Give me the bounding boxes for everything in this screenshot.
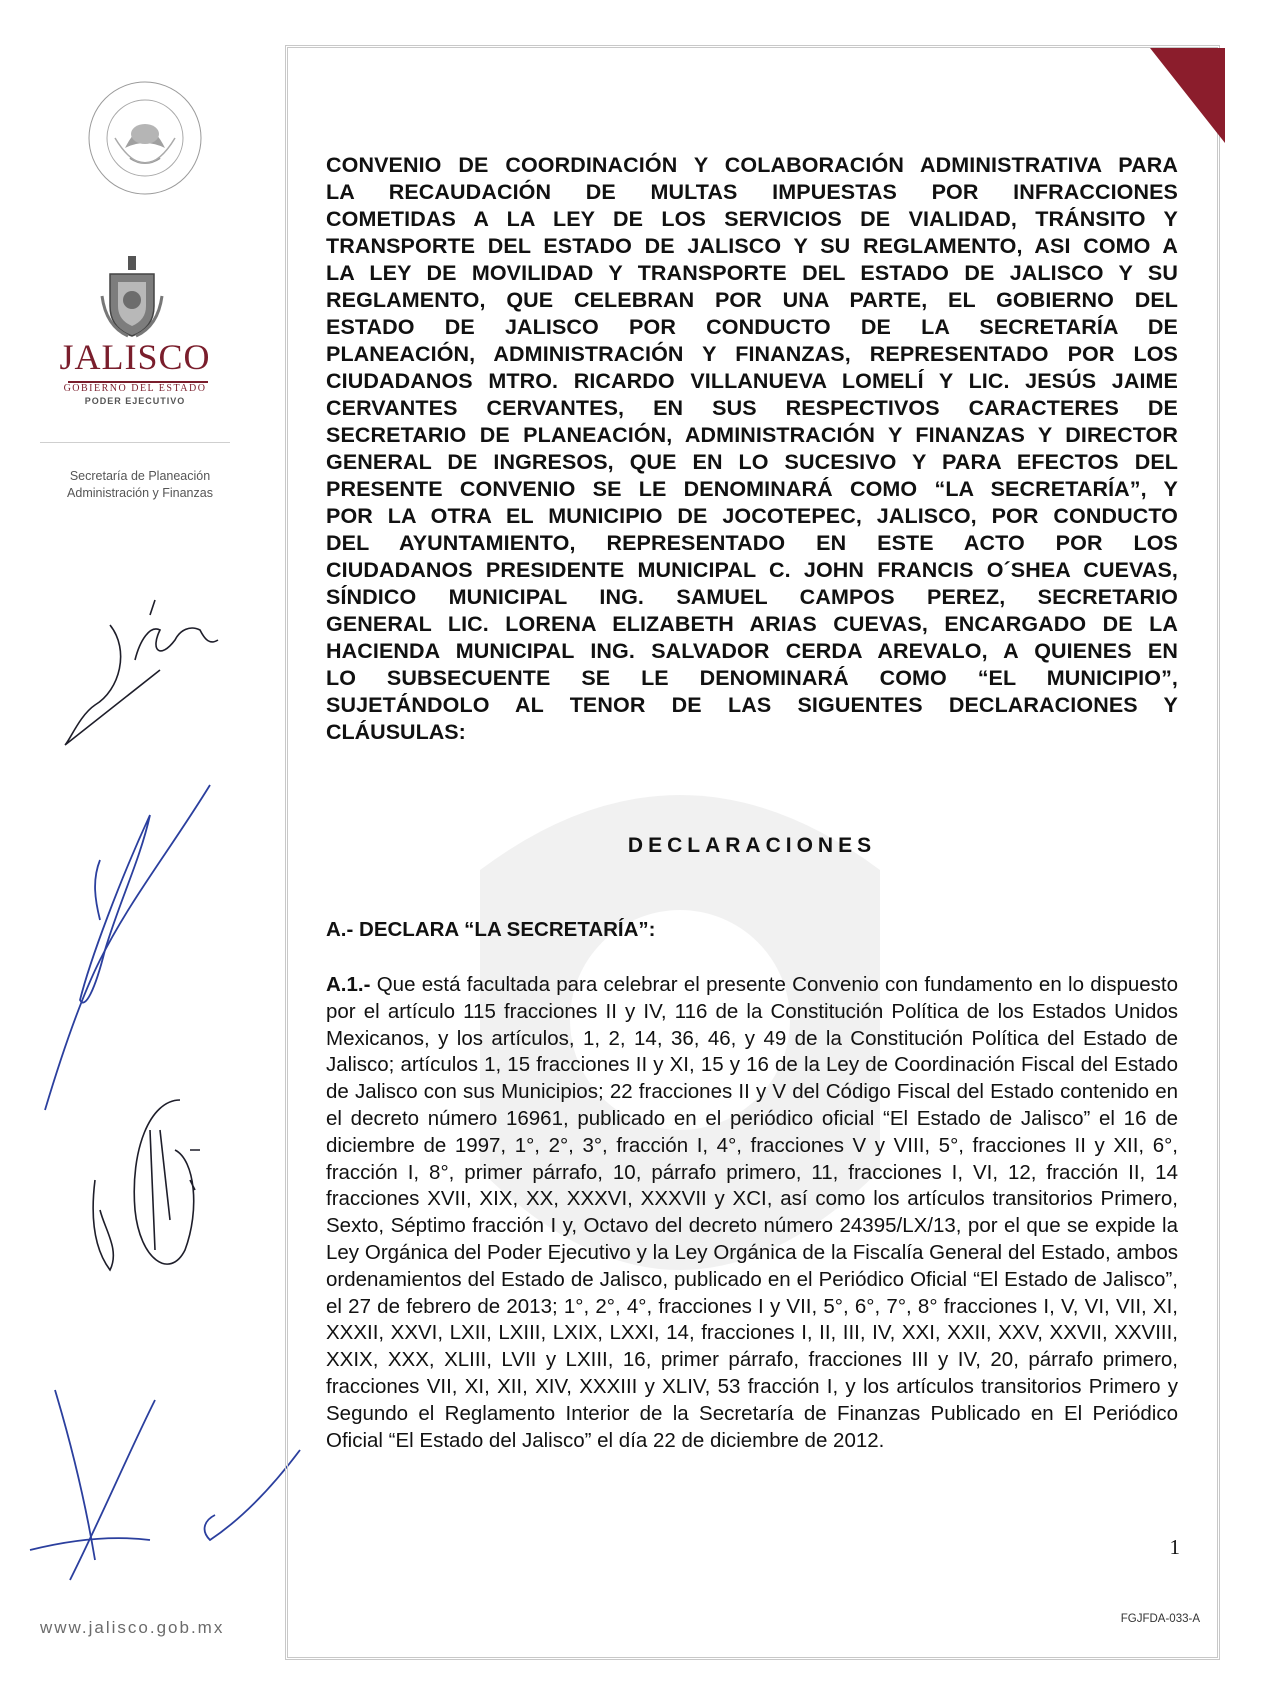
title-line: SUJETÁNDOLO AL TENOR DE LAS SIGUENTES DECLARACIONES Y	[326, 693, 1178, 717]
declaraciones-heading: DECLARACIONES	[627, 834, 877, 857]
title-line: COMETIDAS A LA LEY DE LOS SERVICIOS DE VIALIDAD, TRÁNSITO Y	[326, 207, 1178, 231]
title-line: DEL AYUNTAMIENTO, REPRESENTADO EN ESTE ACTO POR LOS	[326, 531, 1178, 555]
document-code: FGJFDA-033-A	[1120, 1613, 1200, 1625]
title-line: LO SUBSECUENTE SE LE DENOMINARÁ COMO “EL MUNICIPIO”,	[326, 666, 1178, 690]
title-line: LA RECAUDACIÓN DE MULTAS IMPUESTAS POR INFRACCIONES	[326, 180, 1178, 204]
clause-a1-text: Que está facultada para celebrar el presente Convenio con fundamento en lo dispuesto por el artículo 115 fracciones II y IV, 116 de la Constitución Política de los Estados Unidos Mexicanos, y los artículos, 1, 2, 14, 36, 46, y 49 de la Constitución Política del Estado de Jalisco; artículos 1, 15 fracciones II y XI, 15 y 16 de la Ley de Coordinación Fiscal del Estado de Jalisco con sus Municipios; 22 fracciones II y V del Código Fiscal del Estado contenido en el decreto número 16961, publicado en el periódico oficial “El Estado de Jalisco” el 16 de diciembre de 1997, 1°, 2°, 3°, fracción I, 4°, fracciones V y VIII, 5°, fracciones II y XII, 6°, fracción I, 8°, primer párrafo, 10, párrafo primero, 11, fracciones I, VI, 12, fracción II, 14 fracciones XVII, XIX, XX, XXXVI, XXXVII y XCI, así como los artículos transitorios Primero, Sexto, Séptimo fracción I y, Octavo del decreto número 24395/LX/13, por el que se expide la Ley Orgánica del Poder Ejecutivo y la Ley Orgánica de la Fiscalía General del Estado, ambos ordenamientos del Estado de Jalisco, publicado en el Periódico Oficial “El Estado de Jalisco”, el 27 de febrero de 2013; 1°, 2°, 4°, fracciones I y VII, 5°, 6°, 7°, 8° fracciones I, V, VI, VII, XI, XXXII, XXVI, LXII, LXIII, LXIX, LXXI, 14, fracciones I, II, III, IV, XXI, XXII, XXV, XXVII, XXVIII, XXIX, XXX, XLIII, LVII y LXIII, 16, primer párrafo, fracciones III y IV, 20, párrafo primero, fracciones VII, XI, XII, XIV, XXXIII y XLIV, 53 fracción I, y los artículos transitorios Primero y Segundo el Reglamento Interior de la Secretaría de Finanzas Publicado en El Periódico Oficial “El Estado del Jalisco” el día 22 de diciembre de 2012.	[326, 973, 1178, 1452]
title-line: ESTADO DE JALISCO POR CONDUCTO DE LA SECRETARÍA DE	[326, 315, 1178, 339]
title-line: GENERAL LIC. LORENA ELIZABETH ARIAS CUEVAS, ENCARGADO DE LA	[326, 612, 1178, 636]
brand-branch: PODER EJECUTIVO	[84, 396, 186, 406]
clause-a1	[326, 972, 1178, 1454]
title-line: CIUDADANOS PRESIDENTE MUNICIPAL C. JOHN FRANCIS O´SHEA CUEVAS,	[326, 558, 1178, 582]
document-body	[326, 152, 1178, 1454]
brand-government: GOBIERNO DEL ESTADO	[63, 383, 207, 394]
department-line-1: Secretaría de Planeación	[69, 469, 211, 483]
title-line: CIUDADANOS MTRO. RICARDO VILLANUEVA LOMELÍ Y LIC. JESÚS JAIME	[326, 369, 1178, 393]
title-line: PRESENTE CONVENIO SE LE DENOMINARÁ COMO “LA SECRETARÍA”, Y	[326, 477, 1178, 501]
title-line: PLANEACIÓN, ADMINISTRACIÓN Y FINANZAS, REPRESENTADO POR LOS	[326, 342, 1178, 366]
clause-a1-label: A.1.-	[326, 973, 371, 996]
website-link[interactable]: www.jalisco.gob.mx	[40, 1618, 225, 1637]
document-title	[326, 152, 1178, 746]
department-line-2: Administración y Finanzas	[67, 486, 213, 500]
brand-name: JALISCO	[59, 337, 211, 377]
title-line: REGLAMENTO, QUE CELEBRAN POR UNA PARTE, EL GOBIERNO DEL	[326, 288, 1178, 312]
title-line: LA LEY DE MOVILIDAD Y TRANSPORTE DEL ESTADO DE JALISCO Y SU	[326, 261, 1178, 285]
title-line: SECRETARIO DE PLANEACIÓN, ADMINISTRACIÓN Y FINANZAS Y DIRECTOR	[326, 423, 1178, 447]
title-line: HACIENDA MUNICIPAL ING. SALVADOR CERDA AREVALO, A QUIENES EN	[326, 639, 1178, 663]
title-line: SÍNDICO MUNICIPAL ING. SAMUEL CAMPOS PEREZ, SECRETARIO	[326, 585, 1178, 609]
sidebar	[0, 0, 250, 1705]
title-line: GENERAL DE INGRESOS, QUE EN LO SUCESIVO Y PARA EFECTOS DEL	[326, 450, 1178, 474]
corner-ribbon	[1150, 48, 1225, 143]
sidebar-divider	[40, 442, 230, 443]
title-line: CERVANTES CERVANTES, EN SUS RESPECTIVOS CARACTERES DE	[326, 396, 1178, 420]
page-number: 1	[1169, 1535, 1180, 1559]
title-line: CLÁUSULAS:	[326, 720, 466, 744]
jalisco-shield-icon	[100, 256, 164, 338]
title-line: POR LA OTRA EL MUNICIPIO DE JOCOTEPEC, JALISCO, POR CONDUCTO	[326, 504, 1178, 528]
section-a-title: A.- DECLARA “LA SECRETARÍA”:	[326, 918, 656, 941]
department-name	[40, 468, 240, 502]
title-line: CONVENIO DE COORDINACIÓN Y COLABORACIÓN ADMINISTRATIVA PARA	[326, 153, 1178, 177]
national-emblem-icon	[85, 78, 205, 198]
title-line: TRANSPORTE DEL ESTADO DE JALISCO Y SU REGLAMENTO, ASI COMO A	[326, 234, 1178, 258]
